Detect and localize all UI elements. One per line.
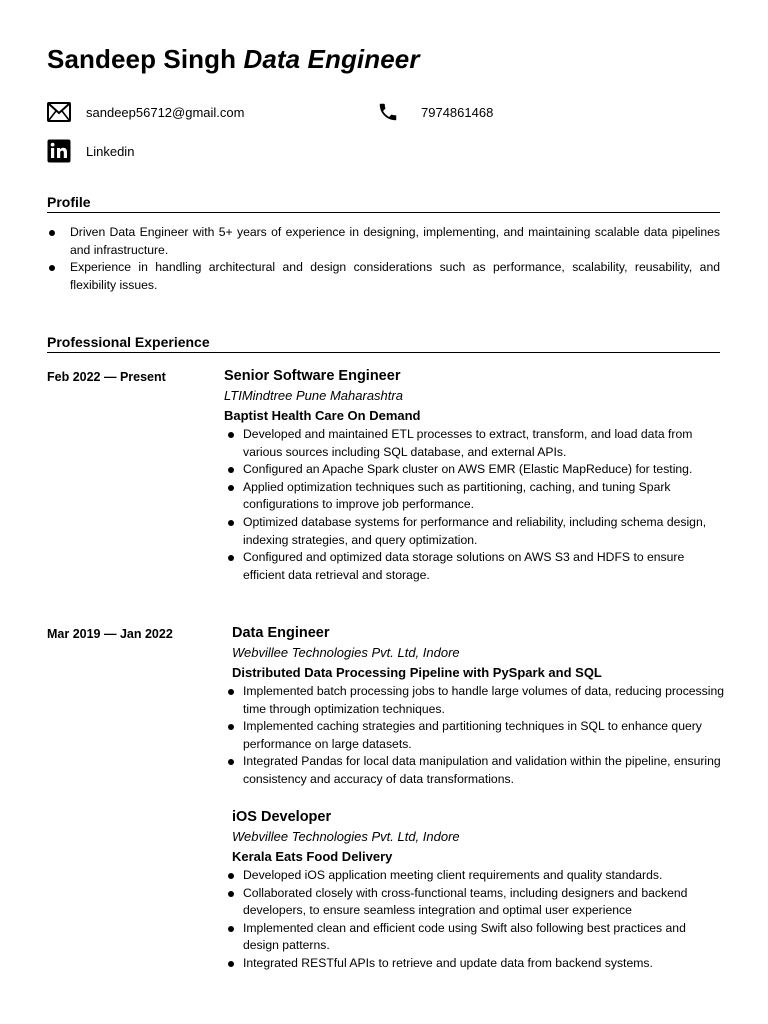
- email-text[interactable]: sandeep56712@gmail.com: [86, 104, 245, 120]
- job-date: Mar 2019 — Jan 2022: [47, 627, 173, 641]
- resume-header: [47, 44, 420, 75]
- contact-email[interactable]: [47, 100, 244, 124]
- profile-list: [47, 224, 720, 294]
- mail-icon: [47, 100, 71, 124]
- list-item: Experience in handling architectural and design considerations such as performance, scalability, reusability, and flexibility issues.: [47, 259, 720, 294]
- job-company: Webvillee Technologies Pvt. Ltd, Indore: [232, 829, 460, 844]
- list-item: Driven Data Engineer with 5+ years of experience in designing, implementing, and maintaining scalable data pipelines and infrastructure.: [47, 224, 720, 259]
- list-item: Configured and optimized data storage solutions on AWS S3 and HDFS to ensure efficient data retrieval and storage.: [224, 549, 724, 584]
- contact-phone[interactable]: [376, 100, 493, 124]
- profile-heading: Profile: [47, 194, 720, 213]
- job-bullets: [224, 683, 724, 789]
- phone-icon: [376, 100, 400, 124]
- experience-heading: Professional Experience: [47, 334, 720, 353]
- candidate-name: Sandeep Singh: [47, 44, 237, 74]
- job-title: Senior Software Engineer: [224, 368, 401, 384]
- job-date: Feb 2022 — Present: [47, 370, 166, 384]
- list-item: Implemented caching strategies and partitioning techniques in SQL to enhance query performance on large datasets.: [224, 718, 724, 753]
- list-item: Optimized database systems for performance and reliability, including schema design, indexing strategies, and query optimization.: [224, 514, 724, 549]
- job-company: Webvillee Technologies Pvt. Ltd, Indore: [232, 645, 460, 660]
- list-item: Implemented clean and efficient code using Swift also following best practices and design patterns.: [224, 920, 724, 955]
- job-project: Kerala Eats Food Delivery: [232, 849, 393, 864]
- list-item: Integrated RESTful APIs to retrieve and update data from backend systems.: [224, 955, 724, 973]
- job-title: iOS Developer: [232, 809, 332, 825]
- job-bullets: [224, 426, 724, 584]
- job-bullets: [224, 867, 724, 973]
- job-entry: [224, 366, 724, 584]
- job-title: Data Engineer: [232, 625, 330, 641]
- job-entry: [232, 623, 724, 789]
- list-item: Configured an Apache Spark cluster on AWS EMR (Elastic MapReduce) for testing.: [224, 461, 724, 479]
- job-entry: [232, 807, 724, 973]
- contact-linkedin[interactable]: [47, 139, 134, 163]
- list-item: Developed iOS application meeting client requirements and quality standards.: [224, 867, 724, 885]
- linkedin-icon: [47, 139, 71, 163]
- phone-text[interactable]: 7974861468: [421, 104, 494, 120]
- job-project: Baptist Health Care On Demand: [224, 408, 421, 423]
- job-company: LTIMindtree Pune Maharashtra: [224, 388, 403, 403]
- list-item: Collaborated closely with cross-functional teams, including designers and backend developers, to ensure seamless integration and optimal user experience: [224, 885, 724, 920]
- list-item: Applied optimization techniques such as partitioning, caching, and tuning Spark configurations to improve job performance.: [224, 479, 724, 514]
- list-item: Integrated Pandas for local data manipulation and validation within the pipeline, ensuring consistency and accuracy of data transformations.: [224, 753, 724, 788]
- candidate-role: Data Engineer: [243, 44, 420, 74]
- list-item: Implemented batch processing jobs to handle large volumes of data, reducing processing time through optimization techniques.: [224, 683, 724, 718]
- job-project: Distributed Data Processing Pipeline with PySpark and SQL: [232, 665, 602, 680]
- linkedin-text[interactable]: Linkedin: [86, 143, 135, 159]
- list-item: Developed and maintained ETL processes to extract, transform, and load data from various sources including SQL database, and external APIs.: [224, 426, 724, 461]
